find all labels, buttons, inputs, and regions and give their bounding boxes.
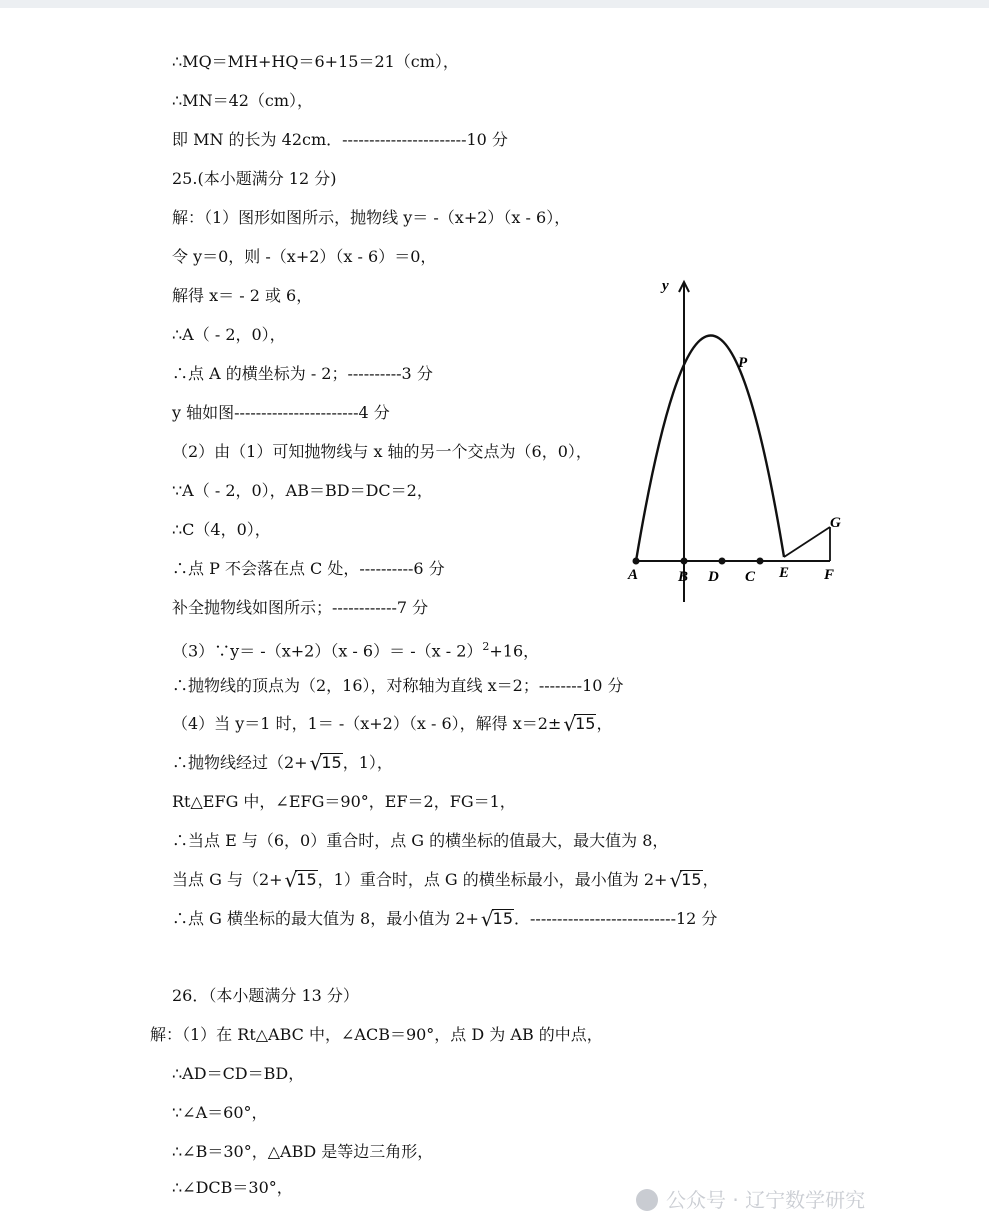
text-line [172, 909, 717, 929]
exponent: 2 [482, 640, 490, 653]
text-fragment: （4）当 y＝1 时，1＝ -（x+2）（x - 6），解得 x＝2± [172, 714, 562, 733]
point-a [633, 558, 640, 565]
watermark [636, 1184, 865, 1213]
text-line: y 轴如图-----------------------4 分 [172, 403, 390, 422]
text-line [172, 870, 719, 890]
segment-eg [784, 527, 830, 557]
text-line: ∴MQ＝MH+HQ＝6+15＝21（cm）， [172, 52, 459, 71]
watermark-text: 公众号 · 辽宁数学研究 [666, 1188, 866, 1212]
radicand: 15 [296, 870, 317, 889]
text-line: ∴当点 E 与（6，0）重合时，点 G 的横坐标的值最大，最大值为 8， [172, 831, 669, 850]
square-root: √15 [309, 751, 342, 775]
square-root: √15 [669, 868, 702, 892]
text-line: 解：（1）在 Rt△ABC 中，∠ACB＝90°，点 D 为 AB 的中点， [150, 1025, 603, 1044]
label-f: F [824, 567, 835, 583]
text-line: ∴MN＝42（cm）， [172, 91, 314, 110]
text-fragment: 当点 G 与（2+ [172, 870, 283, 889]
wechat-icon [636, 1189, 658, 1211]
text-line: ∴A（ - 2，0）， [172, 325, 286, 344]
text-line: ∴∠B＝30°，△ABD 是等边三角形， [172, 1142, 434, 1161]
text-fragment: ，1）重合时，点 G 的横坐标最小，最小值为 2+ [317, 870, 668, 889]
text-fragment: ， [702, 870, 719, 889]
text-line: ∴点 P 不会落在点 C 处，----------6 分 [172, 559, 445, 578]
label-a: A [628, 567, 639, 583]
square-root: √15 [284, 868, 317, 892]
parabola-curve [636, 335, 784, 561]
text-line: ∴∠DCB＝30°， [172, 1178, 293, 1197]
text-line: 令 y＝0，则 -（x+2）（x - 6）＝0， [172, 247, 437, 266]
y-axis-label: y [662, 278, 669, 294]
radicand: 15 [321, 753, 342, 772]
radicand: 15 [492, 909, 514, 928]
radicand: 15 [681, 870, 702, 889]
text-fragment: ∴点 G 横坐标的最大值为 8，最小值为 2+ [172, 909, 479, 928]
text-line: ∴抛物线的顶点为（2，16），对称轴为直线 x＝2；--------10 分 [172, 676, 624, 695]
square-root: √15 [480, 907, 514, 931]
label-g: G [830, 515, 841, 531]
text-line: 即 MN 的长为 42cm．-----------------------10 分 [172, 130, 508, 149]
text-line [172, 714, 612, 734]
text-line [172, 753, 393, 773]
parabola-figure [618, 272, 858, 612]
text-fragment: +16， [489, 641, 540, 661]
text-line: （2）由（1）可知抛物线与 x 轴的另一个交点为（6，0）， [172, 442, 592, 461]
text-line: ∴C（4，0）， [172, 520, 271, 539]
text-fragment: ．---------------------------12 分 [514, 909, 718, 928]
text-fragment: ，1）， [342, 753, 393, 772]
point-b [681, 558, 688, 565]
label-b: B [678, 569, 689, 585]
text-line: ∴AD＝CD＝BD， [172, 1064, 305, 1083]
text-line [172, 637, 539, 661]
text-line: 解：（1）图形如图所示，抛物线 y＝ -（x+2）（x - 6）， [172, 208, 571, 227]
text-line: Rt△EFG 中，∠EFG＝90°，EF＝2，FG＝1， [172, 792, 516, 811]
text-line: ∵∠A＝60°， [172, 1103, 268, 1122]
top-bar [0, 0, 989, 8]
text-fragment: ∴抛物线经过（2+ [172, 753, 308, 772]
label-p: P [738, 355, 748, 371]
radicand: 15 [575, 714, 596, 733]
text-fragment: （3）∵y＝ -（x+2）（x - 6）＝ -（x - 2） [172, 641, 483, 661]
section-heading: 25.(本小题满分 12 分) [172, 169, 337, 188]
point-c [757, 558, 764, 565]
text-fragment: ， [596, 714, 613, 733]
text-line: 补全抛物线如图所示；------------7 分 [172, 598, 429, 617]
label-d: D [708, 569, 719, 585]
section-heading: 26．（本小题满分 13 分） [172, 986, 359, 1005]
square-root: √15 [563, 712, 596, 736]
text-line: ∴点 A 的横坐标为 - 2；----------3 分 [172, 364, 433, 383]
point-d [719, 558, 726, 565]
text-line: ∵A（ - 2，0），AB＝BD＝DC＝2， [172, 481, 433, 500]
label-c: C [745, 569, 756, 585]
text-line: 解得 x＝ - 2 或 6， [172, 286, 313, 305]
label-e: E [779, 565, 790, 581]
